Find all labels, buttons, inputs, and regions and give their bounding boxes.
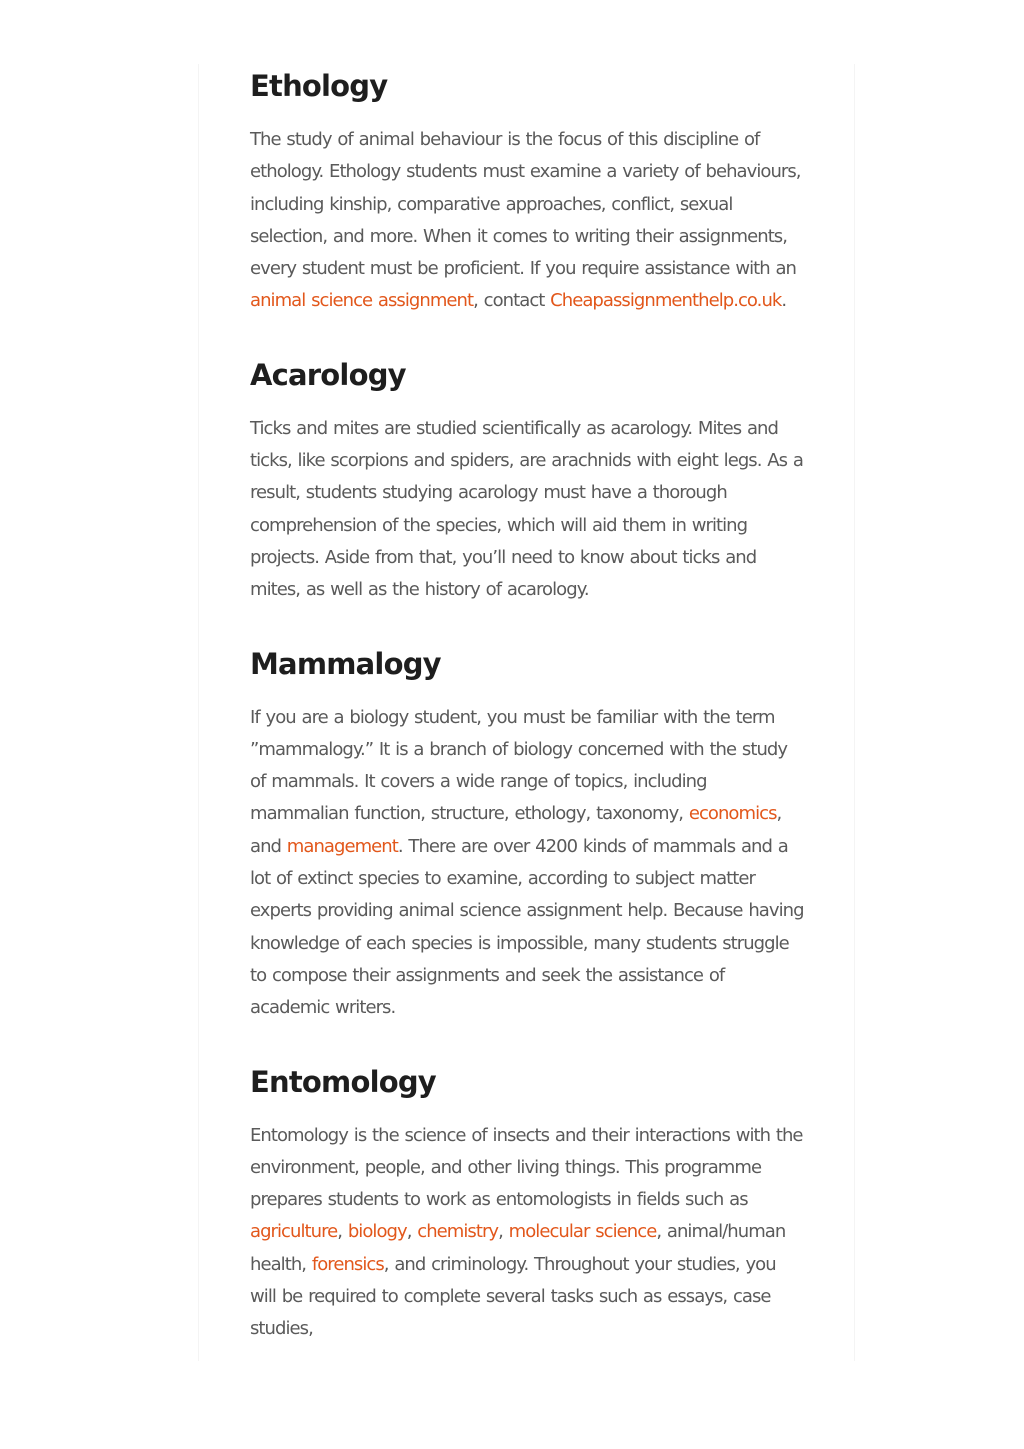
section-ethology <box>250 64 804 318</box>
paragraph-text: , animal/human health, <box>250 1221 786 1275</box>
paragraph-text: , <box>498 1221 509 1243</box>
paragraph-text: . There are over 4200 kinds of mammals and a lot of extinct species to examine, according to subject matter experts providing animal science assignment help. Because having knowledge of each species is impossible, many students struggle to compose their assignments and seek the assistance of academic writers. <box>250 835 804 1019</box>
paragraph-text: Ticks and mites are studied scientifically as acarology. Mites and ticks, like scorpions and spiders, are arachnids with eight legs. As a result, students studying acarology must have a thorough comprehension of the species, which will aid them in writing projects. Aside from that, you’ll need to know about ticks and mites, as well as the history of acarology. <box>250 417 803 601</box>
section-heading: Ethology <box>250 69 388 103</box>
section-heading: Entomology <box>250 1064 436 1099</box>
section-paragraph <box>250 1120 804 1346</box>
paragraph-text: The study of animal behaviour is the focus of this discipline of ethology. Ethology students must examine a variety of behaviours, including kinship, comparative approaches, conflict, sexual selection, and more. When it comes to writing their assignments, every student must be proficient. If you require assistance with an <box>250 129 801 280</box>
section-heading: Mammalogy <box>250 646 441 681</box>
chemistry-link[interactable]: chemistry <box>417 1221 499 1243</box>
paragraph-text: , <box>337 1221 348 1243</box>
section-mammalogy <box>250 642 804 1025</box>
paragraph-text: If you are a biology student, you must be familiar with the term ”mammalogy.” It is a branch of biology concerned with the study of mammals. It covers a wide range of topics, including mammalian function, structure, ethology, taxonomy, <box>250 706 788 825</box>
section-entomology <box>250 1060 804 1346</box>
section-acarology <box>250 353 804 607</box>
paragraph-text: , contact <box>473 290 551 312</box>
section-paragraph <box>250 702 804 1025</box>
cheapassignmenthelp-link[interactable]: Cheapassignmenthelp.co.uk <box>550 290 782 312</box>
article-content <box>198 64 855 1361</box>
economics-link[interactable]: economics <box>688 803 777 825</box>
management-link[interactable]: management <box>286 835 398 857</box>
section-paragraph <box>250 124 804 318</box>
agriculture-link[interactable]: agriculture <box>250 1221 338 1243</box>
section-paragraph <box>250 413 804 607</box>
biology-link[interactable]: biology <box>347 1221 407 1243</box>
paragraph-text: . <box>781 290 787 312</box>
paragraph-text: , <box>406 1221 418 1243</box>
paragraph-text: , and criminology. Throughout your studies, you will be required to complete several tasks such as essays, case studies, <box>250 1253 776 1340</box>
forensics-link[interactable]: forensics <box>311 1253 384 1275</box>
section-heading: Acarology <box>250 357 406 392</box>
animal-science-assignment-link[interactable]: animal science assignment <box>250 290 474 312</box>
molecular-science-link[interactable]: molecular science <box>508 1221 657 1243</box>
paragraph-text: Entomology is the science of insects and their interactions with the environment, people, and other living things. This programme prepares students to work as entomologists in fields such as <box>250 1124 803 1211</box>
paragraph-text: , and <box>250 803 782 857</box>
